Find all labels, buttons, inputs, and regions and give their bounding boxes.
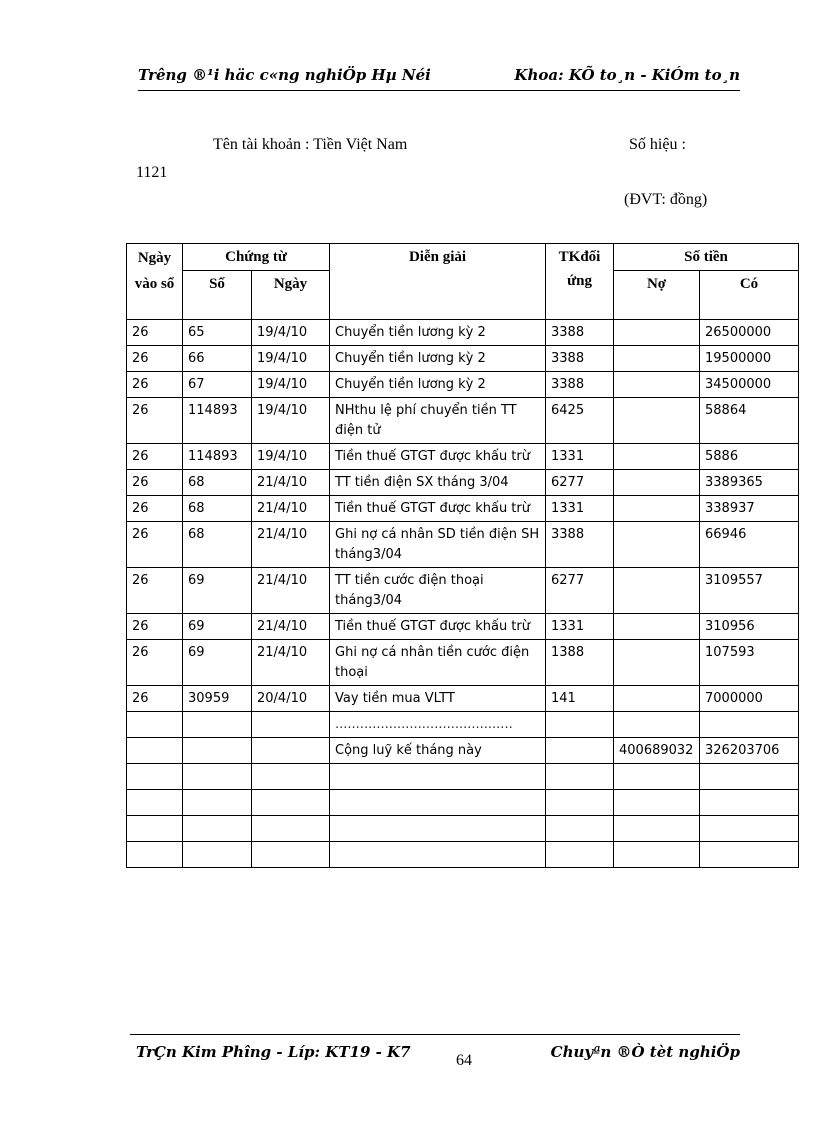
cell-co: 338937 [700,496,799,522]
cell-no [614,686,700,712]
table-row [127,398,799,444]
cell-co: 34500000 [700,372,799,398]
ledger-table [126,243,799,868]
cell-dien-giai: Tiền thuế GTGT được khấu trừ [330,496,546,522]
cell-tk-doi-ung: 1331 [546,496,614,522]
cell-co: 107593 [700,640,799,686]
account-number-label: Số hiệu : [629,136,686,153]
table-row [127,640,799,686]
cell-ngay-vao-so: 26 [127,444,183,470]
cell-tk-doi-ung: 3388 [546,346,614,372]
header-so: Số [183,271,252,320]
cell-dien-giai: Chuyển tiền lương kỳ 2 [330,346,546,372]
header-dien-giai: Diễn giải [330,244,546,320]
cell-ngay: 21/4/10 [252,470,330,496]
cell-co: 19500000 [700,346,799,372]
cell-dien-giai: Tiền thuế GTGT được khấu trừ [330,444,546,470]
header-faculty: Khoa: KÕ to¸n - KiÓm to¸n [514,66,740,84]
cell-no [614,568,700,614]
table-row [127,372,799,398]
cell-dien-giai: NHthu lệ phí chuyển tiền TT điện tử [330,398,546,444]
cell-ngay: 19/4/10 [252,444,330,470]
cell-co: 3389365 [700,470,799,496]
header-tk-doi-ung: TKđối ứng [546,244,614,320]
cell-ngay: 21/4/10 [252,568,330,614]
currency-unit: (ĐVT: đồng) [624,191,708,208]
cell-no [614,496,700,522]
empty-row [127,790,799,816]
cell-so: 69 [183,640,252,686]
empty-row [127,816,799,842]
table-row [127,470,799,496]
empty-row [127,842,799,868]
header-co: Có [700,271,799,320]
cell-ngay: 21/4/10 [252,640,330,686]
table-row [127,320,799,346]
total-debit: 400689032 [614,738,700,764]
table-row [127,568,799,614]
table-row [127,496,799,522]
table-row [127,444,799,470]
cell-tk-doi-ung: 1331 [546,444,614,470]
footer-title: Chuyªn ®Ò tèt nghiÖp [550,1043,740,1061]
total-label: Cộng luỹ kế tháng này [330,738,546,764]
dots-placeholder: ........................................... [330,712,546,738]
cell-so: 68 [183,470,252,496]
cell-ngay: 21/4/10 [252,496,330,522]
total-credit: 326203706 [700,738,799,764]
cell-ngay-vao-so: 26 [127,568,183,614]
cell-so: 69 [183,614,252,640]
cell-ngay-vao-so: 26 [127,614,183,640]
cell-co: 5886 [700,444,799,470]
header-school: Trêng ®¹i häc c«ng nghiÖp Hµ Néi [138,66,431,84]
cell-ngay-vao-so: 26 [127,398,183,444]
cell-co: 58864 [700,398,799,444]
cell-ngay-vao-so: 26 [127,522,183,568]
cell-dien-giai: Tiền thuế GTGT được khấu trừ [330,614,546,640]
cell-dien-giai: TT tiền cước điện thoại tháng3/04 [330,568,546,614]
account-number: 1121 [136,164,168,181]
account-name: Tên tài khoản : Tiền Việt Nam [213,136,408,153]
cell-tk-doi-ung: 3388 [546,372,614,398]
table-row [127,522,799,568]
cell-dien-giai: Vay tiền mua VLTT [330,686,546,712]
cell-no [614,444,700,470]
cell-co: 7000000 [700,686,799,712]
cell-co: 3109557 [700,568,799,614]
header-ngay: Ngày [252,271,330,320]
cell-dien-giai: Chuyển tiền lương kỳ 2 [330,320,546,346]
cell-no [614,398,700,444]
cell-co: 66946 [700,522,799,568]
cell-ngay: 19/4/10 [252,320,330,346]
cell-co: 26500000 [700,320,799,346]
cell-ngay-vao-so: 26 [127,686,183,712]
table-row [127,686,799,712]
cell-no [614,522,700,568]
cell-no [614,320,700,346]
cell-tk-doi-ung: 141 [546,686,614,712]
page-footer [130,1034,740,1065]
cell-no [614,640,700,686]
cell-dien-giai: TT tiền điện SX tháng 3/04 [330,470,546,496]
cell-dien-giai: Chuyển tiền lương kỳ 2 [330,372,546,398]
cell-ngay: 20/4/10 [252,686,330,712]
cell-tk-doi-ung: 6277 [546,568,614,614]
cell-tk-doi-ung: 6277 [546,470,614,496]
cell-no [614,372,700,398]
cell-ngay: 19/4/10 [252,346,330,372]
table-row [127,614,799,640]
cell-so: 69 [183,568,252,614]
cell-ngay-vao-so: 26 [127,372,183,398]
cell-ngay: 21/4/10 [252,614,330,640]
ledger-body [127,320,799,868]
cell-so: 67 [183,372,252,398]
cell-tk-doi-ung: 6425 [546,398,614,444]
page-number: 64 [456,1052,472,1069]
header-chung-tu: Chứng từ [183,244,330,271]
cell-ngay-vao-so: 26 [127,346,183,372]
cell-so: 66 [183,346,252,372]
cell-ngay-vao-so: 26 [127,470,183,496]
cell-no [614,470,700,496]
cell-ngay: 19/4/10 [252,372,330,398]
footer-author: TrÇn Kim Phîng - Líp: KT19 - K7 [136,1043,411,1061]
cell-tk-doi-ung: 1331 [546,614,614,640]
table-row [127,346,799,372]
cell-so: 114893 [183,398,252,444]
cell-so: 114893 [183,444,252,470]
cell-ngay-vao-so: 26 [127,320,183,346]
cell-ngay-vao-so: 26 [127,640,183,686]
cell-tk-doi-ung: 1388 [546,640,614,686]
header-so-tien: Số tiền [614,244,799,271]
header-no: Nợ [614,271,700,320]
cell-so: 30959 [183,686,252,712]
empty-row [127,764,799,790]
cell-tk-doi-ung: 3388 [546,320,614,346]
cell-so: 68 [183,496,252,522]
cell-ngay-vao-so: 26 [127,496,183,522]
cell-tk-doi-ung: 3388 [546,522,614,568]
table-row [127,712,799,738]
cell-so: 65 [183,320,252,346]
cell-no [614,346,700,372]
cell-ngay: 21/4/10 [252,522,330,568]
cell-dien-giai: Ghi nợ cá nhân tiền cước điện thoại [330,640,546,686]
total-row [127,738,799,764]
cell-no [614,614,700,640]
cell-ngay: 19/4/10 [252,398,330,444]
cell-so: 68 [183,522,252,568]
cell-dien-giai: Ghi nợ cá nhân SD tiền điện SH tháng3/04 [330,522,546,568]
cell-co: 310956 [700,614,799,640]
header-ngay-vao-so: Ngày vào sổ [127,244,183,320]
page-header [138,64,740,91]
